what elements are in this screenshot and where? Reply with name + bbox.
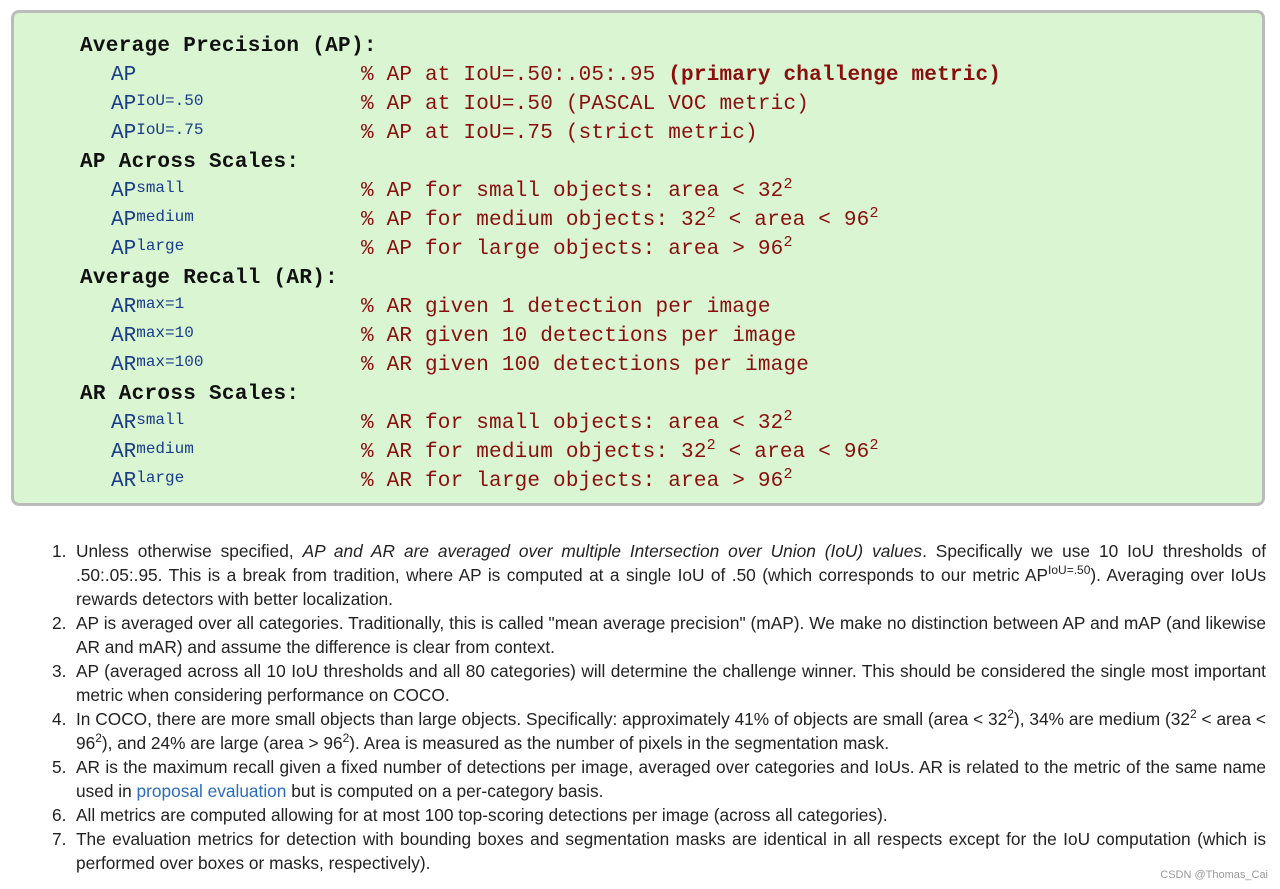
metric-ar1-comment: % AR given 1 detection per image <box>361 296 771 319</box>
metric-ar-large-comment: % AR for large objects: area > $96^2$ <box>361 466 793 493</box>
metric-ap-small-comment: % AP for small objects: area < $32^2$ <box>361 176 793 203</box>
metric-ar-small: $AR^{small}$ <box>111 411 185 435</box>
metric-ap-small: $AP^{small}$ <box>111 179 185 203</box>
metric-ar-large: $AR^{large}$ <box>111 469 185 493</box>
list-item: 2. AP is averaged over all categories. Traditionally, this is called "mean average precision" (mAP). We make no distinction between AP and mAP (and likewise AR and mAR) and assume the difference is clear from context. <box>52 613 1266 657</box>
metric-ap50-comment: % AP at IoU=.50 (PASCAL VOC metric) <box>361 93 810 116</box>
list-item: 1. Unless otherwise specified, AP and AR are averaged over multiple Intersection over Union (IoU) values. Specifically we use 10 IoU thresholds of .50:.05:.95. This is a break from tradition, where AP is computed at a single IoU of .50 (which corresponds to our metric $AP^{IoU=.50}$). Averaging over IoUs rewards detectors with better localization. <box>52 541 1267 609</box>
metric-name: AP <box>111 64 137 87</box>
metric-ap50: $AP^{IoU=.50}$ <box>111 92 204 116</box>
list-item: 5. AR is the maximum recall given a fixed number of detections per image, averaged over categories and IoUs. AR is related to the metric of the same name used in proposal evaluation but is computed on a per-category basis. <box>52 757 1266 801</box>
ar-scales-header: AR Across Scales: <box>80 383 300 406</box>
list-number: 3. <box>52 661 67 681</box>
metric-ap <box>111 64 136 87</box>
metric-ap75-comment: % AP at IoU=.75 (strict metric) <box>361 122 758 145</box>
metrics-code-box <box>11 10 1265 506</box>
metric-ar10: $AR^{max=10}$ <box>111 324 194 348</box>
list-item: 6. All metrics are computed allowing for at most 100 top-scoring detections per image (across all categories). <box>52 805 888 825</box>
emphasis-text: AP and AR are averaged over multiple Intersection over Union (IoU) values <box>302 541 923 561</box>
metric-ar10-comment: % AR given 10 detections per image <box>361 325 797 348</box>
list-item: 7. The evaluation metrics for detection with bounding boxes and segmentation masks are identical in all respects except for the IoU computation (which is performed over boxes or masks, respectively). <box>52 829 1266 873</box>
metric-ar100-comment: % AR given 100 detections per image <box>361 354 810 377</box>
ap-section-header: Average Precision (AP): <box>80 35 377 58</box>
list-item: 3. AP (averaged across all 10 IoU thresholds and all 80 categories) will determine the challenge winner. This should be considered the single most important metric when considering performance on COCO. <box>52 661 1266 705</box>
proposal-evaluation-link[interactable]: proposal evaluation <box>136 781 287 801</box>
metric-ar100: $AR^{max=100}$ <box>111 353 204 377</box>
list-number: 6. <box>52 805 67 825</box>
ar-section-header: Average Recall (AR): <box>80 267 339 290</box>
metric-ar-medium-comment: % AR for medium objects: $32^2$ < area < $96^2$ <box>361 437 879 464</box>
metric-ap-medium: $AP^{medium}$ <box>111 208 194 232</box>
notes-list <box>44 539 1266 875</box>
metric-ar-small-comment: % AR for small objects: area < $32^2$ <box>361 408 793 435</box>
metric-ap-comment: % AP at IoU=.50:.05:.95 (primary challenge metric) <box>361 64 1002 87</box>
metric-ap-large-comment: % AP for large objects: area > $96^2$ <box>361 234 793 261</box>
metric-ap75: $AP^{IoU=.75}$ <box>111 121 204 145</box>
list-item: 4. In COCO, there are more small objects than large objects. Specifically: approximately 41% of objects are small (area < $32^2$), 34% are medium ($32^2$ < area < $96^2$), and 24% are large (area > $96^2$). Area is measured as the number of pixels in the segmentation mask. <box>52 707 1266 753</box>
metric-ap-medium-comment: % AP for medium objects: $32^2$ < area < $96^2$ <box>361 205 879 232</box>
watermark: CSDN @Thomas_Cai <box>1160 869 1268 881</box>
list-number: 4. <box>52 709 67 729</box>
list-number: 5. <box>52 757 67 777</box>
list-number: 2. <box>52 613 67 633</box>
metric-ar-medium: $AR^{medium}$ <box>111 440 194 464</box>
list-number: 1. <box>52 541 67 561</box>
primary-metric-note: (primary challenge metric) <box>655 64 1002 87</box>
metric-ap-large: $AP^{large}$ <box>111 237 185 261</box>
list-number: 7. <box>52 829 67 849</box>
metric-ar1: $AR^{max=1}$ <box>111 295 185 319</box>
ap-scales-header: AP Across Scales: <box>80 151 300 174</box>
